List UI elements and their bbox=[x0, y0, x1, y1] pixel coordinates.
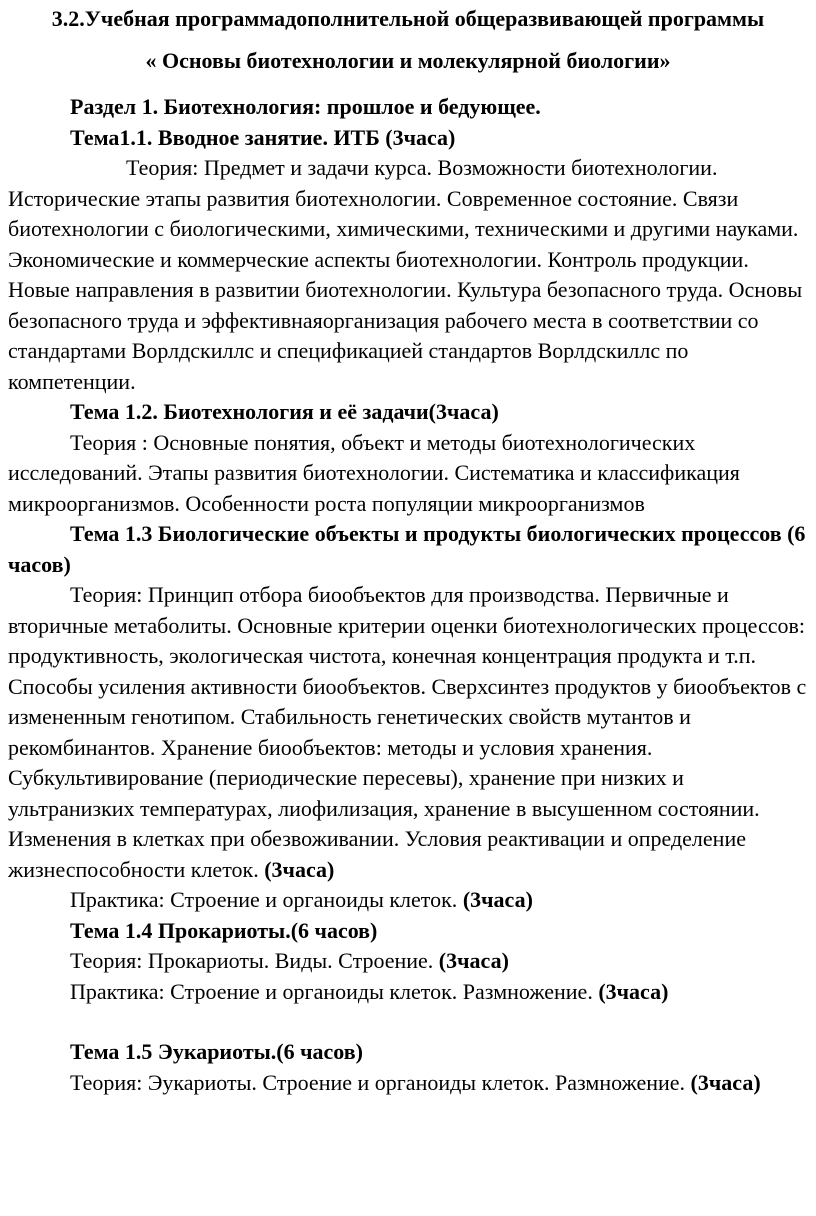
topic-1-5-theory-hours: (3часа) bbox=[690, 1069, 761, 1095]
topic-1-1-theory: Теория: Предмет и задачи курса. Возможности биотехнологии. Исторические этапы развития биотехнологии. Современное состояние. Связи биотехнологии с биологическими, химическими, техническими и другими науками. Экономические и коммерческие аспекты биотехнологии. Контроль продукции. Новые направления в развитии биотехнологии. Культура безопасного труда. Основы безопасного труда и эффективнаяорганизация рабочего места в соответствии со стандартами Ворлдскиллс и спецификацией стандартов Ворлдскиллс по компетенции. bbox=[8, 155, 803, 394]
blank-line bbox=[8, 1007, 808, 1037]
topic-1-4-theory-line bbox=[8, 946, 808, 977]
topic-1-3-theory-hours: (3часа) bbox=[264, 856, 335, 882]
topic-1-3-theory: Теория: Принцип отбора биообъектов для производства. Первичные и вторичные метаболиты. Основные критерии оценки биотехнологических процессов: продуктивность, экологическая чистота, конечная концентрация продукта и т.п. Способы усиления активности биообъектов. Сверхсинтез продуктов у биообъектов с измененным генотипом. Стабильность генетических свойств мутантов и рекомбинантов. Хранение биообъектов: методы и условия хранения. Субкультивирование (периодические пересевы), хранение при низких и ультранизких температурах, лиофилизация, хранение в высушенном состоянии. Изменения в клетках при обезвоживании. Условия реактивации и определение жизнеспособности клеток. bbox=[8, 582, 807, 882]
document-title-line2: « Основы биотехнологии и молекулярной биологии» bbox=[145, 48, 671, 73]
topic-1-3-heading: Тема 1.3 Биологические объекты и продукты биологических процессов (6 часов) bbox=[8, 521, 806, 577]
topic-1-4-practice-hours: (3часа) bbox=[598, 978, 669, 1004]
topic-1-4-heading: Тема 1.4 Прокариоты.(6 часов) bbox=[70, 917, 378, 943]
topic-1-4-practice-line bbox=[8, 977, 808, 1008]
topic-1-3-practice-line bbox=[8, 885, 808, 916]
topic-1-2-theory: Теория : Основные понятия, объект и методы биотехнологических исследований. Этапы развития биотехнологии. Систематика и классификация микроорганизмов. Особенности роста популяции микроорганизмов bbox=[8, 429, 740, 516]
topic-1-1-heading: Тема1.1. Вводное занятие. ИТБ (3часа) bbox=[70, 124, 456, 150]
topic-1-3-theory-paragraph bbox=[8, 580, 808, 885]
topic-1-5-heading: Тема 1.5 Эукариоты.(6 часов) bbox=[70, 1039, 363, 1064]
topic-1-3-practice: Практика: Строение и органоиды клеток. bbox=[70, 887, 458, 912]
topic-1-5-theory: Теория: Эукариоты. Строение и органоиды клеток. Размножение. bbox=[70, 1069, 686, 1095]
topic-1-4-theory: Теория: Прокариоты. Виды. Строение. bbox=[70, 948, 434, 973]
topic-1-5-theory-paragraph bbox=[8, 1068, 808, 1099]
topic-1-3-practice-hours: (3часа) bbox=[462, 887, 533, 912]
topic-1-4-theory-hours: (3часа) bbox=[438, 948, 509, 973]
document-title-line1: 3.2.Учебная программадополнительной общеразвивающей программы bbox=[51, 6, 765, 31]
document-page bbox=[8, 0, 808, 1098]
topic-1-2-heading: Тема 1.2. Биотехнология и её задачи(3часа) bbox=[70, 399, 499, 424]
topic-1-4-practice: Практика: Строение и органоиды клеток. Размножение. bbox=[70, 978, 593, 1004]
section-heading: Раздел 1. Биотехнология: прошлое и бедующее. bbox=[70, 94, 541, 119]
